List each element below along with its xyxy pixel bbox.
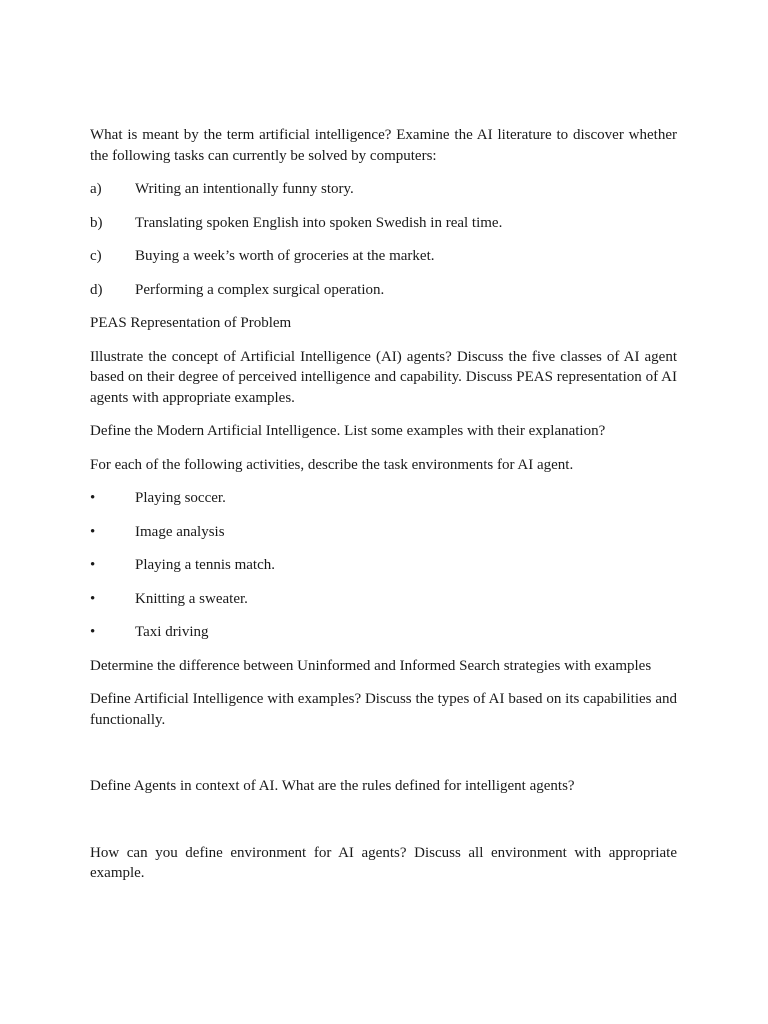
bullet-item bbox=[90, 589, 677, 610]
list-item bbox=[90, 213, 677, 234]
peas-heading: PEAS Representation of Problem bbox=[90, 315, 292, 331]
list-item-text: Writing an intentionally funny story. bbox=[135, 181, 354, 197]
bullet-item-text: Taxi driving bbox=[135, 624, 209, 640]
bullet-marker: • bbox=[90, 624, 96, 640]
bullet-item bbox=[90, 522, 677, 543]
list-item bbox=[90, 246, 677, 267]
bullet-marker: • bbox=[90, 490, 96, 506]
question-3: Define the Modern Artificial Intelligence. List some examples with their explanation? bbox=[90, 423, 606, 439]
question-6: Define Artificial Intelligence with examples? Discuss the types of AI based on its capabilities and functionally. bbox=[90, 691, 677, 728]
bullet-item-text: Playing a tennis match. bbox=[135, 557, 275, 573]
document-page bbox=[90, 125, 677, 897]
list-marker: b) bbox=[90, 214, 103, 231]
bullet-item-text: Image analysis bbox=[135, 523, 225, 540]
bullet-item bbox=[90, 622, 677, 643]
list-item-text: Performing a complex surgical operation. bbox=[135, 281, 385, 298]
list-item bbox=[90, 179, 677, 200]
bullet-marker: • bbox=[90, 557, 96, 573]
question-8: How can you define environment for AI agents? Discuss all environment with appropriate example. bbox=[90, 844, 677, 881]
question-2: Illustrate the concept of Artificial Intelligence (AI) agents? Discuss the five classes of AI agent based on their degree of perceived intelligence and capability. Discuss PEAS representation of AI agents with appropriate examples. bbox=[90, 348, 677, 406]
list-marker: a) bbox=[90, 181, 102, 197]
list-item bbox=[90, 280, 677, 301]
question-5: Determine the difference between Uninformed and Informed Search strategies with examples bbox=[90, 657, 652, 674]
question-7: Define Agents in context of AI. What are the rules defined for intelligent agents? bbox=[90, 778, 575, 794]
bullet-marker: • bbox=[90, 590, 96, 607]
list-item-text: Translating spoken English into spoken Swedish in real time. bbox=[135, 214, 503, 231]
question-1-intro: What is meant by the term artificial intelligence? Examine the AI literature to discover whether the following tasks can currently be solved by computers: bbox=[90, 127, 677, 164]
bullet-marker: • bbox=[90, 523, 96, 540]
bullet-item bbox=[90, 488, 677, 509]
bullet-item bbox=[90, 555, 677, 576]
bullet-item-text: Knitting a sweater. bbox=[135, 590, 248, 607]
list-marker: d) bbox=[90, 281, 103, 298]
list-marker: c) bbox=[90, 248, 102, 264]
question-4-intro: For each of the following activities, describe the task environments for AI agent. bbox=[90, 456, 574, 473]
list-item-text: Buying a week’s worth of groceries at the market. bbox=[135, 248, 435, 264]
bullet-item-text: Playing soccer. bbox=[135, 490, 226, 506]
